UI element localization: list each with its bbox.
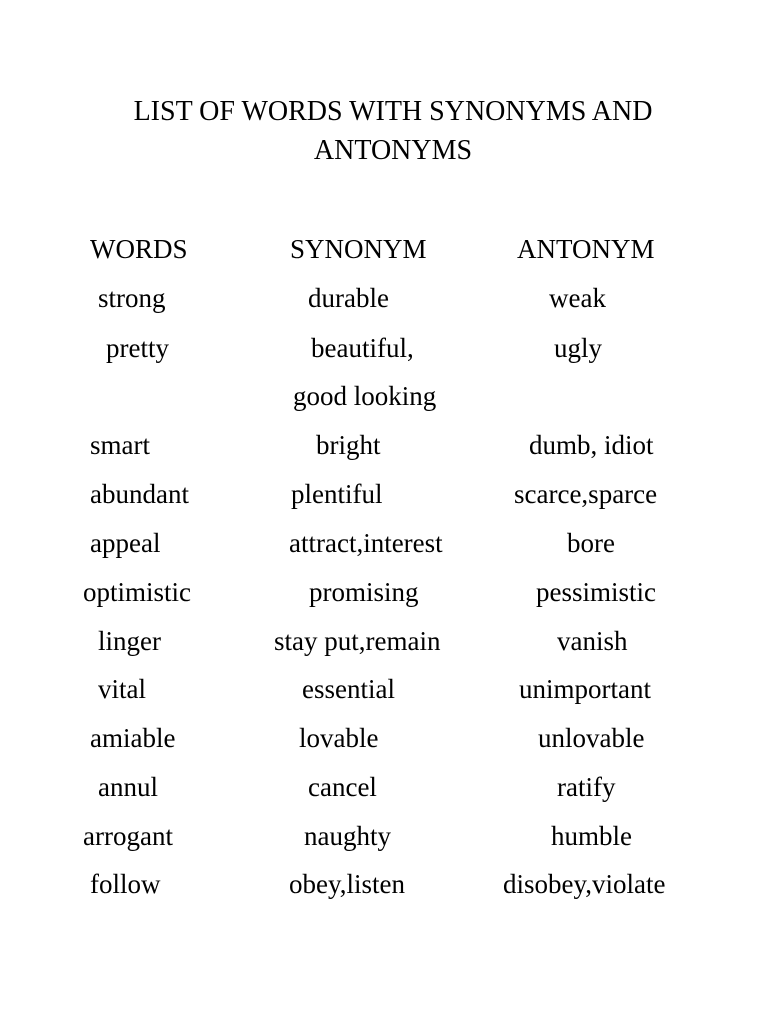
word-cell: annul	[98, 772, 158, 802]
title-line-2: ANTONYMS	[313, 135, 473, 166]
antonym-cell: humble	[551, 821, 632, 851]
header-words: WORDS	[90, 234, 188, 264]
antonym-cell: vanish	[557, 626, 628, 656]
word-cell: smart	[90, 430, 150, 460]
synonym-cell: plentiful	[291, 479, 383, 509]
antonym-cell: weak	[549, 283, 606, 313]
synonym-cell: essential	[302, 674, 395, 704]
synonym-cell: durable	[308, 283, 389, 313]
synonym-cell: promising	[309, 577, 419, 607]
synonym-cell: good looking	[293, 381, 437, 411]
antonym-cell: disobey,violate	[503, 869, 666, 899]
synonym-cell: attract,interest	[289, 528, 443, 558]
synonym-cell: beautiful,	[311, 333, 414, 363]
word-cell: linger	[98, 626, 161, 656]
synonym-cell: obey,listen	[289, 869, 405, 899]
antonym-cell: scarce,sparce	[514, 479, 658, 509]
word-cell: follow	[90, 869, 161, 899]
antonym-cell: pessimistic	[536, 577, 656, 607]
word-cell: optimistic	[83, 577, 191, 607]
word-cell: vital	[98, 674, 146, 704]
synonym-cell: naughty	[304, 821, 391, 851]
word-cell: amiable	[90, 723, 176, 753]
header-synonym: SYNONYM	[290, 234, 427, 264]
antonym-cell: unimportant	[519, 674, 651, 704]
title-line-1: LIST OF WORDS WITH SYNONYMS AND	[133, 96, 653, 127]
synonym-cell: stay put,remain	[274, 626, 441, 656]
word-cell: appeal	[90, 528, 161, 558]
word-cell: pretty	[106, 333, 169, 363]
word-cell: abundant	[90, 479, 189, 509]
antonym-cell: bore	[567, 528, 615, 558]
synonym-cell: cancel	[308, 772, 377, 802]
header-antonym: ANTONYM	[517, 234, 655, 264]
page-title	[0, 92, 768, 170]
antonym-cell: dumb, idiot	[529, 430, 654, 460]
synonym-cell: lovable	[299, 723, 379, 753]
synonym-cell: bright	[316, 430, 381, 460]
word-cell: arrogant	[83, 821, 173, 851]
antonym-cell: unlovable	[538, 723, 645, 753]
antonym-cell: ratify	[557, 772, 616, 802]
word-cell: strong	[98, 283, 166, 313]
antonym-cell: ugly	[554, 333, 603, 363]
